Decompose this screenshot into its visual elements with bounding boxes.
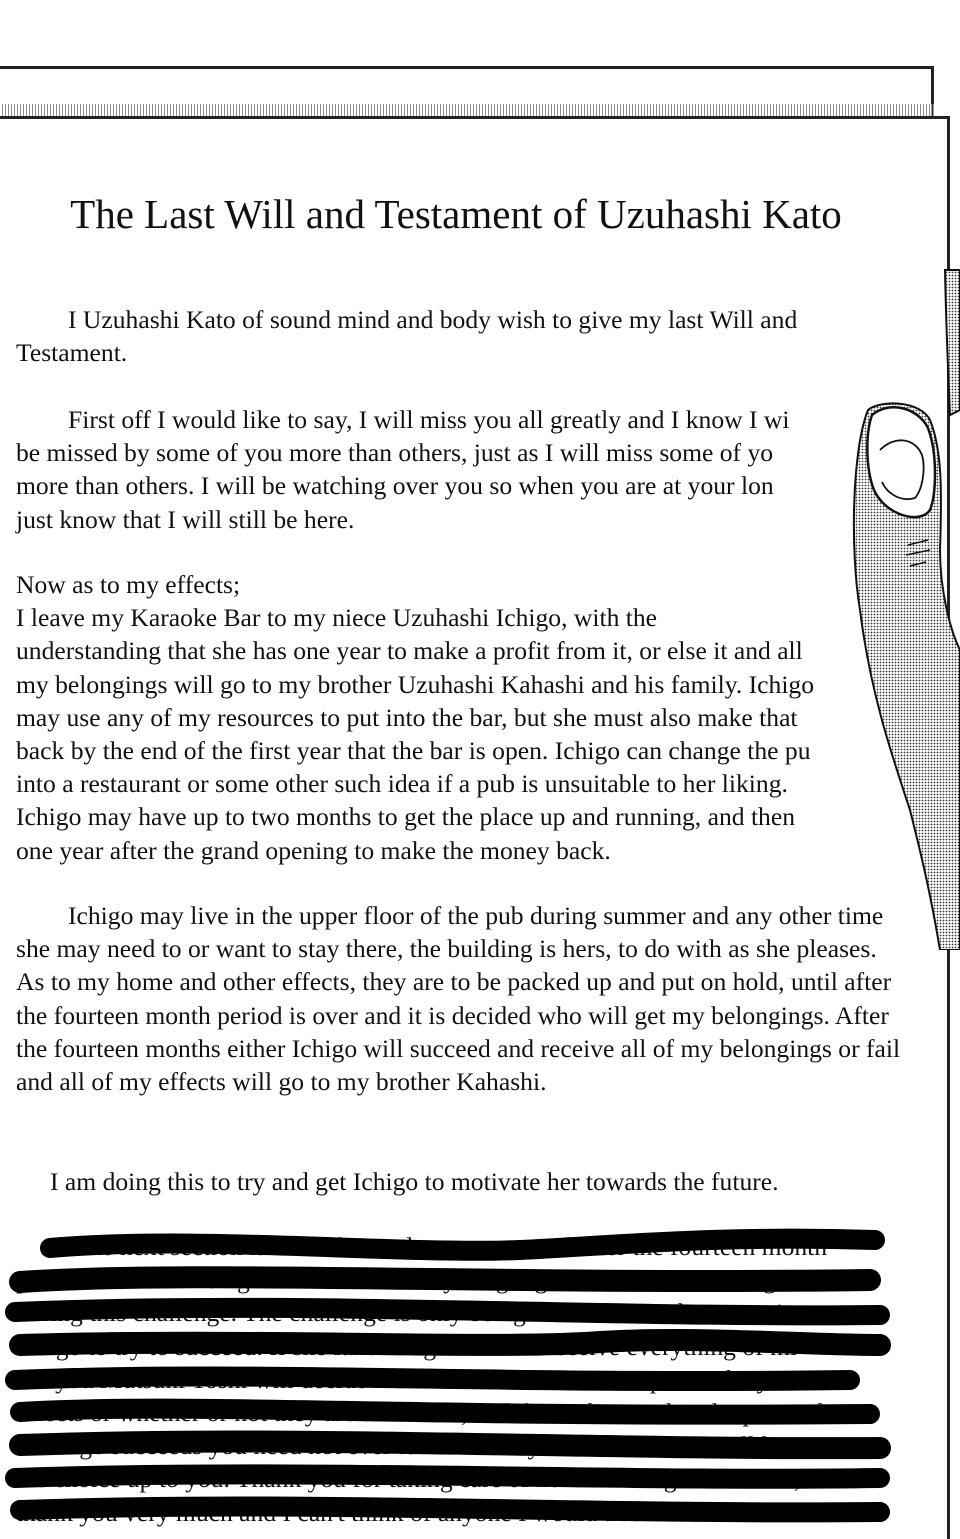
paragraph-redacted-section	[16, 1230, 896, 1529]
paragraph-living-arrangement	[16, 899, 906, 1098]
paragraph-effects	[16, 568, 886, 867]
paragraph-motivation	[50, 1165, 900, 1198]
paragraph-text: I Uzuhashi Kato of sound mind and body wish to give my last Will and Testament.	[16, 305, 798, 368]
hand-holding-page-illustration	[810, 250, 960, 950]
paragraph-opening	[16, 303, 876, 369]
paragraph-text: Now as to my effects; I leave my Karaoke Bar to my niece Uzuhashi Ichigo, with the understanding that she has one year to make a profit from it, or else it and all my belongings will go to my brother Uzuhashi Kahashi and his family. Ichigo may use any of my resources to put into the bar, but she must also make that back by the end of the first year that the bar is open. Ichigo can change the pu into a restaurant or some other such idea if a pub is unsuitable to her liking. Ichigo may have up to two months to get the place up and running, and then one year after the grand opening to make the money back.	[16, 570, 815, 865]
paragraph-text: Ichigo may live in the upper floor of the pub during summer and any other time she may need to or want to stay there, the building is hers, to do with as she pleases. As to my home and other effects, they are to be packed up and put on hold, until after the fourteen month period is over and it is decided who will get my belongings. After the fourteen months either Ichigo will succeed and receive all of my belongings or fail and all of my effects will go to my brother Kahashi.	[16, 901, 901, 1097]
paragraph-text: This next section is not to be read to anyone until after the fourteen month period. Uzuhashi Ichigo is to receive everything regardless of her winning during this challenge. The challenge is only being set forth in order to motivat Ichigo to try to succeed. If she fails Ichigo will still receive everything of mi but you Mutsuhi Toshi will decide if she can handle certain aspects of my effects or whether or not they are to be sold, and the cash rooted in the proceeds If Ichigo succeeds you need not ever tell her or anyone of this, but I will lea the choice up to you. Thank you for taking care of her and doing this for me, I thank you very much and I can't think of anyone I would trust more to take	[16, 1232, 834, 1527]
paragraph-text: First off I would like to say, I will miss you all greatly and I know I wi be missed by some of you more than others, just as I will miss some of yo more than others. I will be watching over you so when you are at your lon just know that I will still be here.	[16, 405, 790, 534]
page-title: The Last Will and Testament of Uzuhashi Kato	[70, 191, 842, 237]
paragraph-text: I am doing this to try and get Ichigo to motivate her towards the future.	[50, 1167, 779, 1196]
paragraph-farewell	[16, 403, 876, 536]
